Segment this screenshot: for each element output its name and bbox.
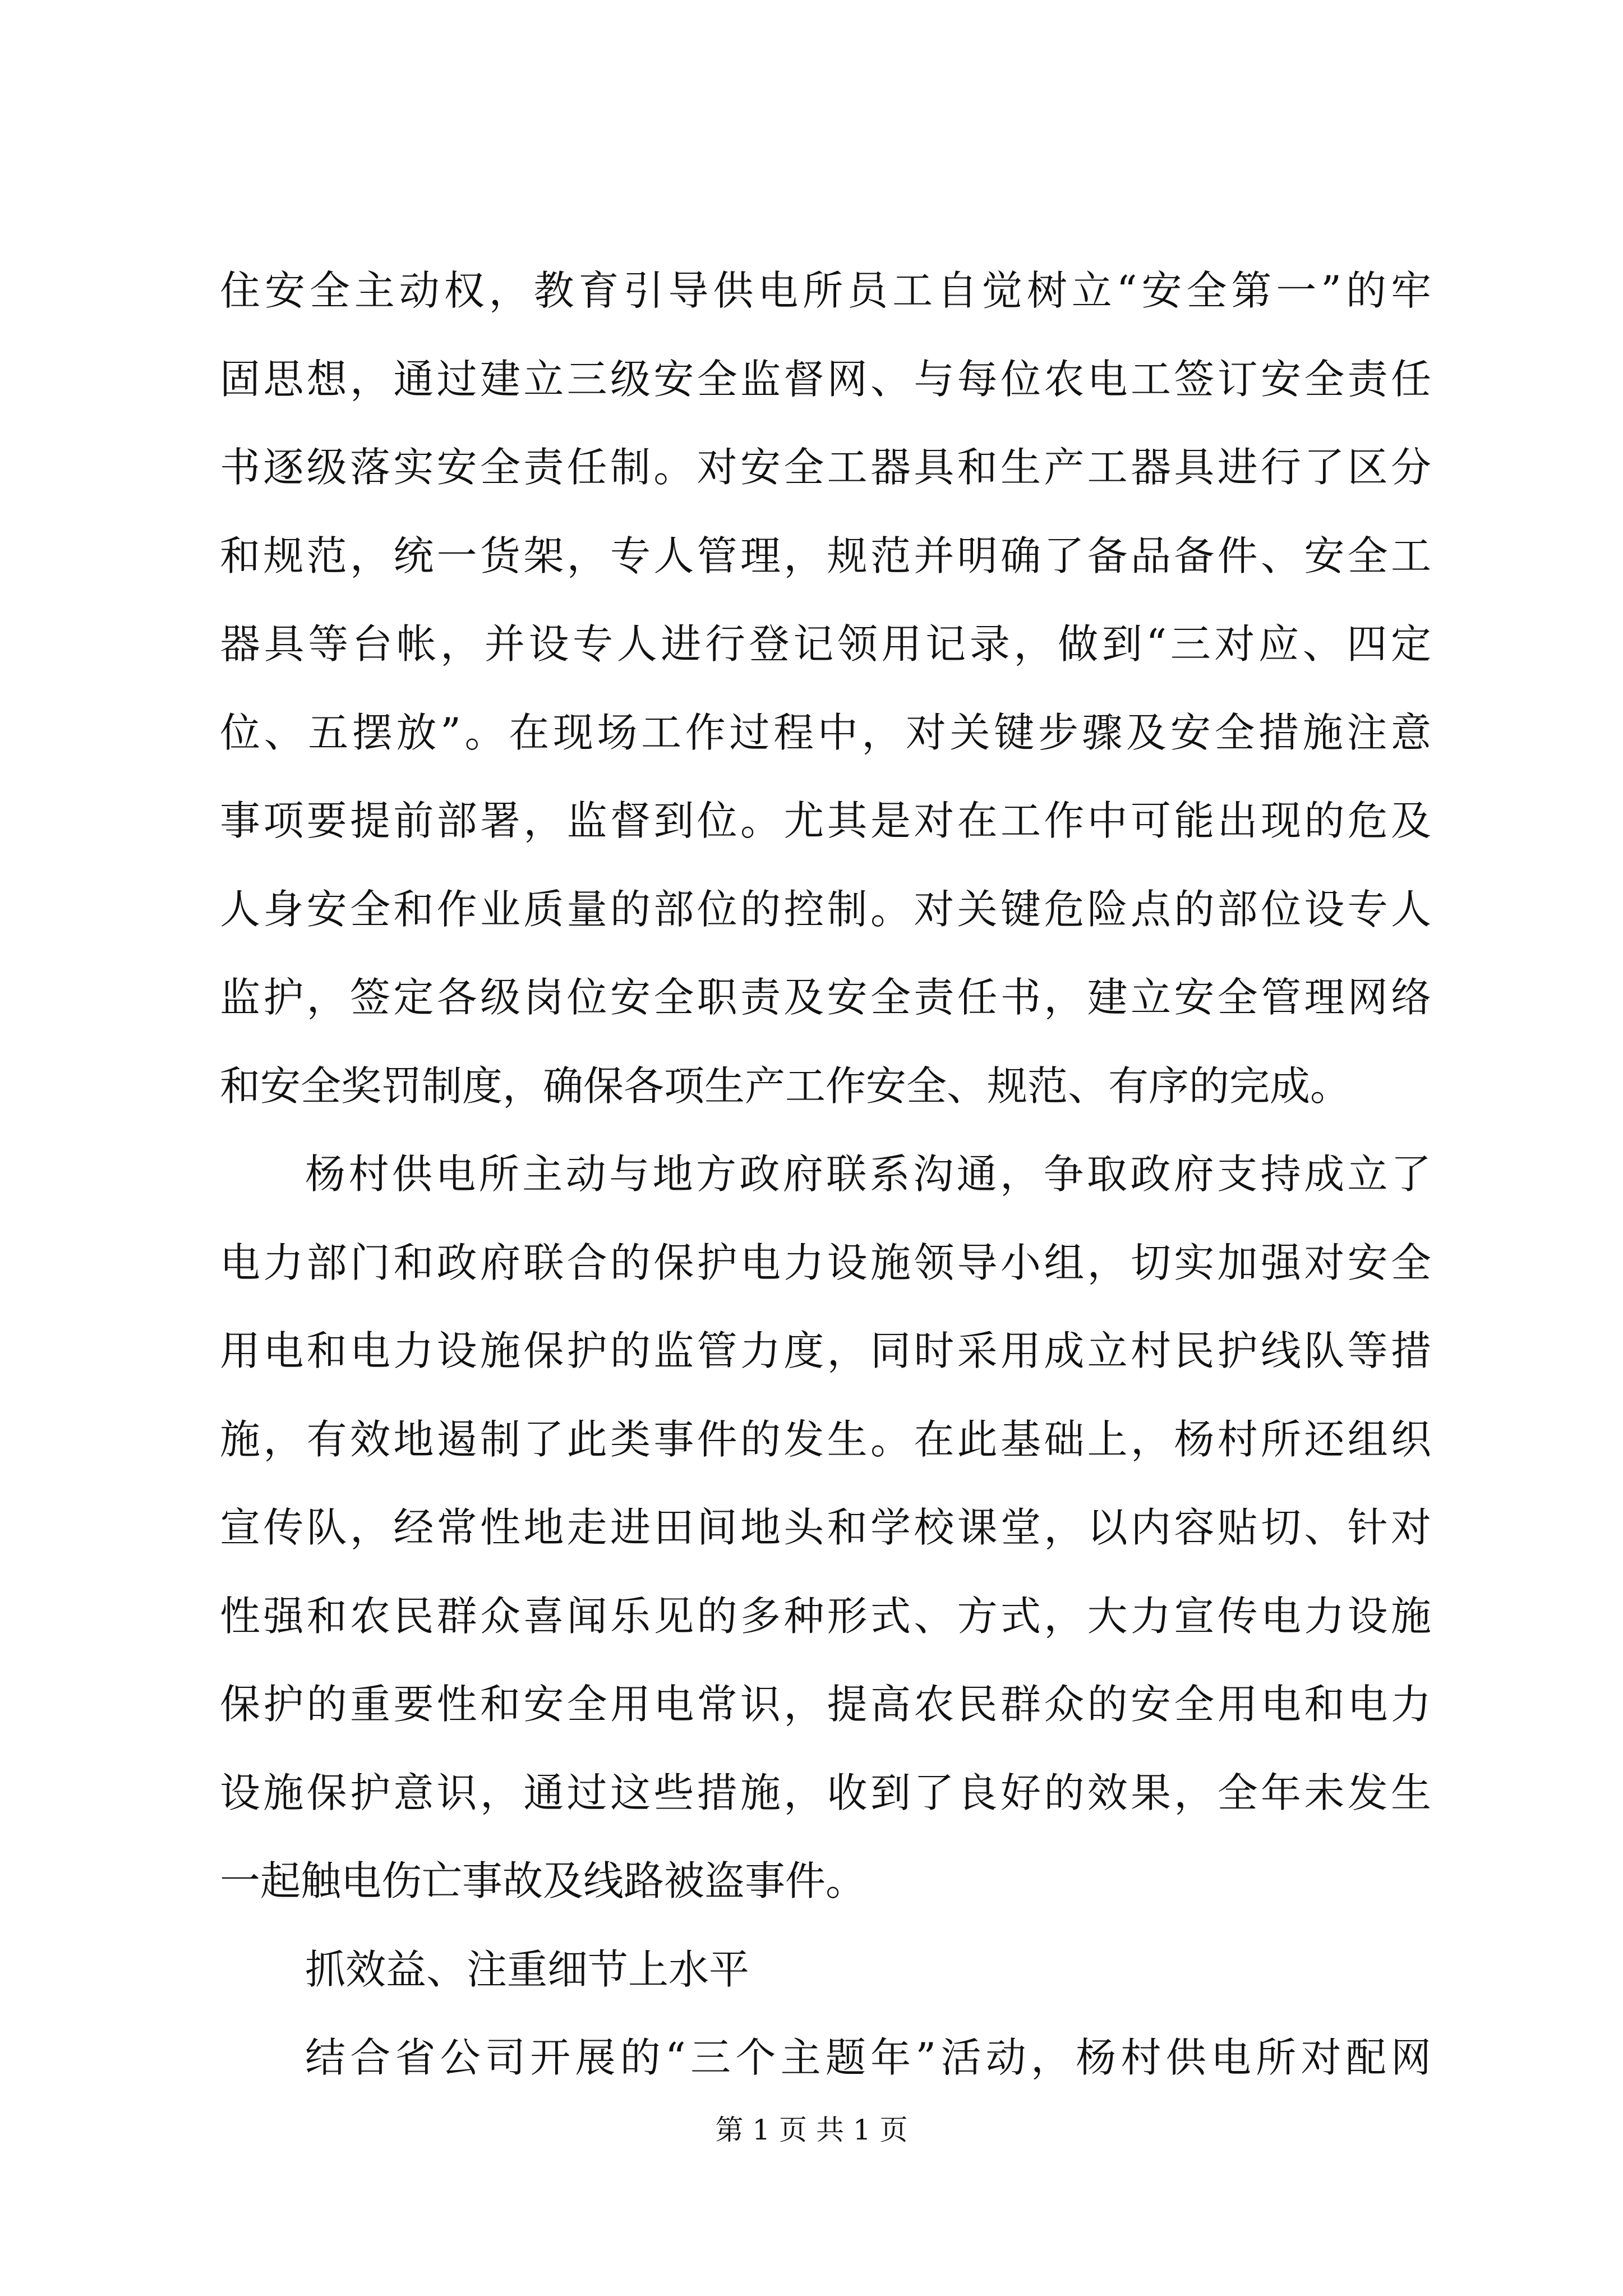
- text-line: 事项要提前部署，监督到位。尤其是对在工作中可能出现的危及: [220, 797, 1431, 844]
- text-line: 宣传队，经常性地走进田间地头和学校课堂，以内容贴切、针对: [220, 1504, 1431, 1551]
- text-line: 和安全奖罚制度，确保各项生产工作安全、规范、有序的完成。: [220, 1062, 1351, 1110]
- paragraph-first-line: 结合省公司开展的“三个主题年”活动，杨村供电所对配网: [305, 2034, 1431, 2081]
- text-line: 书逐级落实安全责任制。对安全工器具和生产工器具进行了区分: [220, 444, 1431, 491]
- text-line: 用电和电力设施保护的监管力度，同时采用成立村民护线队等措: [220, 1327, 1431, 1374]
- text-line: 一起触电伤亡事故及线路被盗事件。: [220, 1857, 866, 1904]
- text-line: 监护，签定各级岗位安全职责及安全责任书，建立安全管理网络: [220, 974, 1431, 1021]
- text-line: 器具等台帐，并设专人进行登记领用记录，做到“三对应、四定: [220, 620, 1431, 668]
- document-body: [220, 247, 1431, 2102]
- text-line: 保护的重要性和安全用电常识，提高农民群众的安全用电和电力: [220, 1681, 1431, 1728]
- text-line: 人身安全和作业质量的部位的控制。对关键危险点的部位设专人: [220, 885, 1431, 933]
- text-line: 固思想，通过建立三级安全监督网、与每位农电工签订安全责任: [220, 355, 1431, 403]
- text-line: 设施保护意识，通过这些措施，收到了良好的效果，全年未发生: [220, 1769, 1431, 1816]
- page-number-footer: 第 1 页 共 1 页: [715, 2114, 908, 2146]
- text-line: 住安全主动权，教育引导供电所员工自觉树立“安全第一”的牢: [220, 267, 1431, 314]
- text-line: 和规范，统一货架，专人管理，规范并明确了备品备件、安全工: [220, 532, 1431, 579]
- text-line: 施，有效地遏制了此类事件的发生。在此基础上，杨村所还组织: [220, 1415, 1431, 1463]
- paragraph-first-line: 杨村供电所主动与地方政府联系沟通，争取政府支持成立了: [305, 1151, 1431, 1198]
- text-line: 位、五摆放”。在现场工作过程中，对关键步骤及安全措施注意: [220, 708, 1431, 756]
- text-line: 电力部门和政府联合的保护电力设施领导小组，切实加强对安全: [220, 1239, 1431, 1286]
- text-line: 性强和农民群众喜闻乐见的多种形式、方式，大力宣传电力设施: [220, 1592, 1431, 1640]
- section-heading: 抓效益、注重细节上水平: [305, 1945, 750, 1993]
